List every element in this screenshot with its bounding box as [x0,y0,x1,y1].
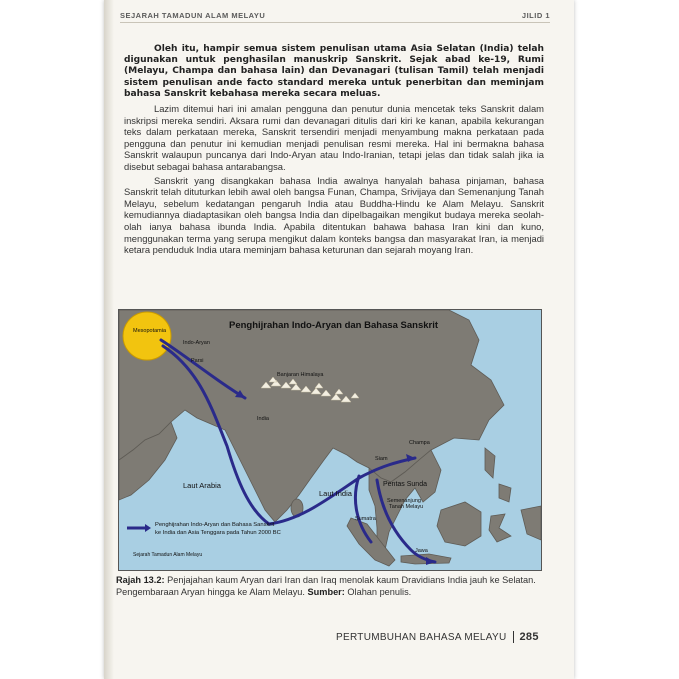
header-volume: JILID 1 [521,10,550,20]
label-laut-india: Laut India [319,489,352,498]
label-siam: Siam [375,456,388,462]
label-sumatra: Sumatra [355,516,376,522]
page-number: 285 [519,631,539,643]
label-himalaya: Banjaran Himalaya [277,372,324,378]
running-footer [336,631,539,643]
label-jawa: Jawa [415,548,428,554]
label-parsi: Parsi [191,358,204,364]
origin-highlight [123,312,171,360]
caption-label: Rajah 13.2: [116,575,165,585]
figure-caption [116,574,544,598]
label-india: India [257,416,269,422]
paragraph-3: Sanskrit yang disangkakan bahasa India awalnya hanyalah bahasa pinjaman, bahasa Sanskrit telah dituturkan lebih awal oleh bangsa Funan, Champa, Srivijaya dan Semenanjung Tanah Melayu, sebelum kedatangan pengaruh India atau Buddha-Hindu ke Alam Melayu. Sanskrit kemudiannya diadaptasikan oleh bangsa India dan dipelbagaikan mengikut budaya mereka seolah-olah ianya bahasa ibunda India. Apabila ditentukan bahawa bahasa Iran kini dan kuno, menggunakan terma yang serupa mengikut dalam konteks bangsa dan masyarakat Iran, ia menjadi ketara penduduk India utara meminjam bahasa keturunan dan sejarah moyang Iran. [124,174,544,256]
label-indo-aryan: Indo-Aryan [183,340,210,346]
map-svg [119,310,541,570]
book-page [104,0,574,679]
caption-source-text: Olahan penulis. [347,587,412,597]
header-book-title: SEJARAH TAMADUN ALAM MELAYU [120,10,266,20]
label-pentas-sunda: Pentas Sunda [383,481,427,488]
body-text [124,44,544,258]
label-champa: Champa [409,440,430,446]
label-mesopotamia: Mesopotamia [133,328,167,334]
footer-section-title: PERTUMBUHAN BAHASA MELAYU [336,631,507,643]
label-semenanjung-1: Semenanjung [387,498,421,504]
paragraph-2: Lazim ditemui hari ini amalan pengguna dan penutur dunia mencetak teks Sanskrit dalam inskripsi mereka sendiri. Aksara rumi dan devanagari ditulis dari kiri ke kanan, apabila kekurangan teks dalam perkataan mereka, Sanskrit tersendiri menjadi menyambung makna perkataan pada pengguna dan penutur ini kemudian menjadi penulisan resmi mereka. Hal ini bermakna bahasa Sanskrit walaupun puncanya dari Indo-Aryan atau Indo-Iranian, tetapi jelas dan tidak salah jika ia disebut sebagai bahasa antarabangsa. [124,103,544,172]
caption-source-label: Sumber: [307,587,345,597]
footer-separator [513,631,514,643]
label-laut-arabia: Laut Arabia [183,481,221,490]
paragraph-1: Oleh itu, hampir semua sistem penulisan utama Asia Selatan (India) telah digunakan untuk penghasilan manuskrip Sanskrit. Sejak abad ke-19, Rumi (Melayu, Champa dan bahasa lain) dan Devanagari (tulisan Tamil) telah menjadi sistem penulisan ande facto standard mereka untuk penerbitan dan meminjam bahasa Sanskrit kebahasa mereka secara meluas. [124,44,544,99]
label-semenanjung-2: Tanah Melayu [389,504,424,510]
migration-map [118,309,542,571]
legend-line-2: ke India dan Asia Tenggara pada Tahun 2000 BC [155,530,281,536]
legend-line-1: Penghijrahan Indo-Aryan dan Bahasa Sanskrit [155,522,275,528]
map-credit: Sejarah Tamadun Alam Melayu [133,552,203,558]
running-header [120,8,550,23]
caption-text: Penjajahan kaum Aryan dari Iran dan Iraq menolak kaum Dravidians India jauh ke Selatan. Pengembaraan Aryan hingga ke Alam Melayu. [116,575,536,597]
map-title: Penghijrahan Indo-Aryan dan Bahasa Sanskrit [229,320,439,331]
page-spine-shadow [104,0,114,679]
